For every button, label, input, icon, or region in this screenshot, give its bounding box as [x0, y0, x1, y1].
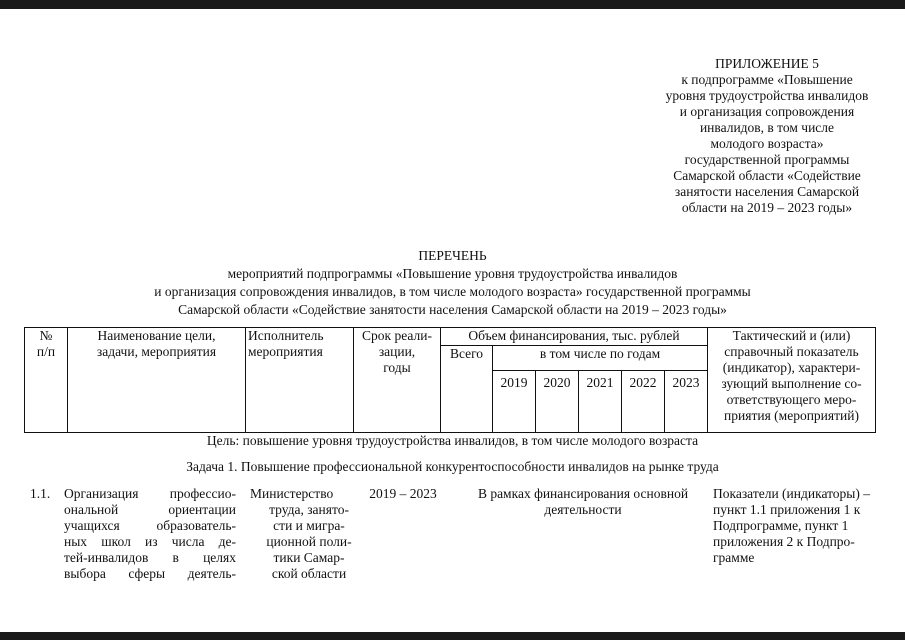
header-year: 2020	[536, 371, 579, 433]
row-financing: В рамках финансирования основной деятельности	[477, 486, 689, 517]
appendix-line: Самарской области «Содействие	[673, 168, 861, 183]
document-title: ПЕРЕЧЕНЬ	[418, 248, 487, 263]
header-year: 2019	[493, 371, 536, 433]
appendix-line: инвалидов, в том числе	[699, 120, 835, 135]
header-year: 2023	[665, 371, 708, 433]
goal-line: Цель: повышение уровня трудоустройства инвалидов, в том числе молодого возраста	[206, 433, 699, 448]
appendix-line: занятости населения Самарской	[674, 184, 860, 199]
appendix-line: области на 2019 – 2023 годы»	[681, 200, 853, 215]
header-period: Срок реали- зации, годы	[354, 328, 441, 433]
document-subtitle-line: и организация сопровождения инвалидов, в том числе молодого возраста» государственной программы	[154, 284, 751, 299]
appendix-line: государственной программы	[684, 152, 850, 167]
row-period: 2019 – 2023	[369, 486, 437, 501]
scan-edge-bottom	[0, 632, 905, 640]
row-indicator: Показатели (индикаторы) – пункт 1.1 приложения 1 к Подпрограмме, пункт 1 приложения 2 к Подпро- грамме	[713, 486, 870, 565]
header-name: Наименование цели, задачи, мероприятия	[68, 328, 246, 433]
scan-edge-top	[0, 0, 905, 9]
row-number: 1.1.	[30, 486, 51, 501]
appendix-line: молодого возраста»	[710, 136, 824, 151]
appendix-stamp	[632, 56, 902, 216]
row-executor: Министерство труда, занято- сти и мигра- ционной поли- тики Самар- ской области	[250, 486, 352, 581]
document-subtitle-line: Самарской области «Содействие занятости населения Самарской области на 2019 – 2023 годы»	[178, 302, 727, 317]
row-measure-name: Организация профессио- ональной ориентации учащихся образователь- ных школ из числа де- тей-инвалидов в целях выбора сферы деятель-	[64, 486, 236, 581]
header-indicator: Тактический и (или) справочный показатель (индикатор), характери- зующий выполнение со- ответствующего меро- приятия (мероприятий)	[708, 328, 876, 433]
header-total: Всего	[441, 346, 493, 433]
task-line: Задача 1. Повышение профессиональной конкурентоспособности инвалидов на рынке труда	[186, 459, 719, 474]
document-subtitle-line: мероприятий подпрограммы «Повышение уровня трудоустройства инвалидов	[227, 266, 678, 281]
measures-table-header	[24, 327, 876, 433]
header-executor: Исполнитель мероприятия	[246, 328, 354, 433]
header-year: 2021	[579, 371, 622, 433]
appendix-line: ПРИЛОЖЕНИЕ 5	[715, 56, 819, 71]
header-year: 2022	[622, 371, 665, 433]
header-financing: Объем финансирования, тыс. рублей	[441, 328, 708, 346]
appendix-line: уровня трудоустройства инвалидов	[665, 88, 869, 103]
appendix-line: к подпрограмме «Повышение	[681, 72, 853, 87]
appendix-line: и организация сопровождения	[679, 104, 855, 119]
header-num: № п/п	[25, 328, 68, 433]
header-by-years: в том числе по годам	[493, 346, 708, 371]
